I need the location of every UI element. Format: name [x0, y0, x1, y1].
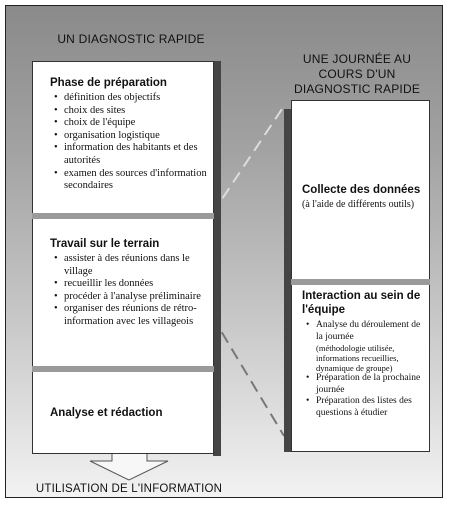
- right-column: [291, 100, 430, 452]
- left-heading: UN DIAGNOSTIC RAPIDE: [57, 32, 205, 46]
- connector-line-top: [212, 106, 284, 214]
- interaction-title: Interaction au sein de l'équipe: [302, 290, 421, 316]
- phase-terrain-title: Travail sur le terrain: [50, 238, 160, 250]
- list-item: • Préparation de la prochaine journée: [316, 373, 428, 396]
- list-item-sub: (méthodologie utilisée, informations recueillies, dynamique de groupe): [316, 343, 399, 373]
- list-item: • recueillir les données: [64, 278, 208, 291]
- left-column: [32, 61, 214, 454]
- interaction-section: [302, 289, 428, 419]
- footer-label: UTILISATION DE L'INFORMATION: [35, 483, 223, 495]
- left-column-shadow: [213, 61, 221, 456]
- collecte-section: [302, 183, 426, 211]
- down-arrow-icon: [90, 453, 168, 480]
- list-item: [316, 320, 428, 373]
- list-item: • organiser des réunions de rétro-information avec les villageois: [64, 303, 208, 328]
- interaction-list: [302, 320, 428, 419]
- list-item: • définition des objectifs: [64, 92, 208, 105]
- connector-line-bottom: [212, 316, 284, 436]
- list-item: • examen des sources d'information secondaires: [64, 168, 208, 193]
- list-item: • choix des sites: [64, 105, 208, 118]
- separator-3: [291, 279, 430, 285]
- phase-terrain: [50, 237, 208, 329]
- list-item: • choix de l'équipe: [64, 117, 208, 130]
- collecte-title: Collecte des données: [302, 184, 421, 196]
- collecte-note: (à l'aide de différents outils): [302, 199, 415, 210]
- phase-preparation: [50, 76, 208, 193]
- list-item: • assister à des réunions dans le village: [64, 253, 208, 278]
- list-item-main: Analyse du déroulement de la journée: [316, 320, 421, 342]
- separator-1: [32, 213, 214, 219]
- phase-analyse-title: Analyse et rédaction: [50, 407, 163, 419]
- list-item: • procéder à l'analyse préliminaire: [64, 291, 208, 304]
- phase-terrain-list: [50, 253, 208, 329]
- list-item: • Préparation des listes des questions à étudier: [316, 396, 428, 419]
- phase-preparation-title: Phase de préparation: [50, 77, 167, 89]
- diagram-frame: [5, 5, 443, 498]
- separator-2: [32, 366, 214, 372]
- list-item: • information des habitants et des autorités: [64, 142, 208, 167]
- right-heading: UNE JOURNÉE AU COURS D'UN DIAGNOSTIC RAPIDE: [293, 52, 421, 96]
- list-item: • organisation logistique: [64, 130, 208, 143]
- phase-preparation-list: [50, 92, 208, 193]
